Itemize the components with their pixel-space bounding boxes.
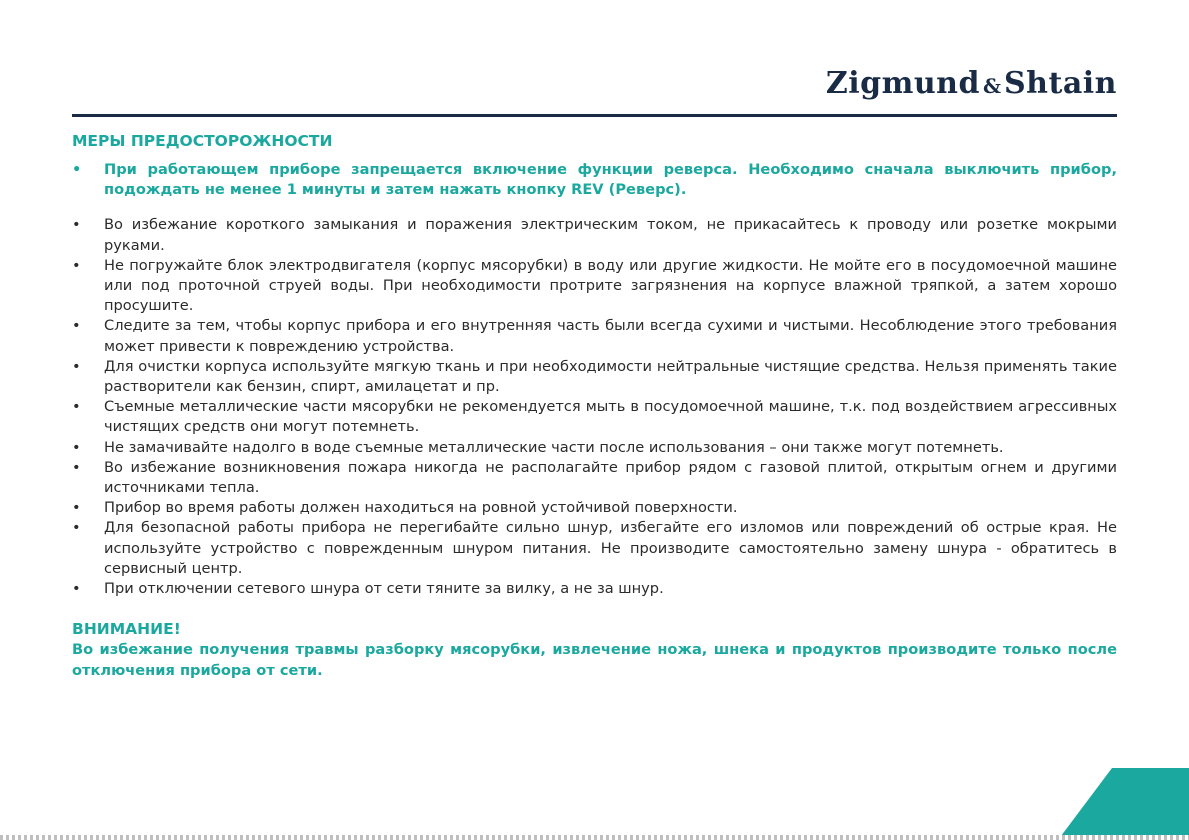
list-item-text: Съемные металлические части мясорубки не рекомендуется мыть в посудомоечной машине, т.к. под воздействием агрессивных чистящих средств они могут потемнеть.: [104, 398, 1117, 436]
bullet-icon: •: [72, 580, 81, 598]
list-item-text: Следите за тем, чтобы корпус прибора и его внутренняя часть были всегда сухими и чистыми. Несоблюдение этого требования может привести к повреждению устройства.: [104, 317, 1117, 355]
bullet-icon: •: [72, 216, 81, 234]
header-divider: [72, 114, 1117, 117]
bullet-icon: •: [72, 161, 82, 178]
list-item: [72, 215, 1117, 255]
rev-button-reference: REV (Реверс): [571, 181, 681, 199]
precautions-list: [72, 160, 1117, 599]
section-title: МЕРЫ ПРЕДОСТОРОЖНОСТИ: [72, 132, 333, 150]
attention-title: ВНИМАНИЕ!: [72, 620, 181, 639]
list-item-text: При отключении сетевого шнура от сети тяните за вилку, а не за шнур.: [104, 580, 664, 598]
list-item: [72, 397, 1117, 437]
list-item-text: Для безопасной работы прибора не перегибайте сильно шнур, избегайте его изломов или повреждений об острые края. Не используйте устройство с поврежденным шнуром питания. Не производите самостоятельно замену шнура - обратитесь в сервисный центр.: [104, 519, 1117, 577]
bullet-icon: •: [72, 438, 81, 456]
bullet-icon: •: [72, 499, 81, 517]
bullet-icon: •: [72, 357, 81, 375]
brand-logo: [826, 66, 1117, 101]
list-item: [72, 498, 1117, 518]
page-content: [72, 130, 1117, 681]
corner-triangle: [1058, 768, 1189, 840]
list-item: [72, 518, 1117, 579]
bullet-icon: •: [72, 317, 81, 335]
list-item: [72, 579, 1117, 599]
corner-decoration: [1058, 768, 1189, 840]
warning-text: При работающем приборе запрещается включение функции реверса. Необходимо сначала выключить прибор, подождать не менее 1 минуты и затем нажать кнопку: [104, 161, 1117, 199]
brand-ampersand: &: [982, 74, 1002, 98]
list-item: [72, 316, 1117, 356]
bullet-icon: •: [72, 398, 81, 416]
list-item-text: Прибор во время работы должен находиться на ровной устойчивой поверхности.: [104, 499, 738, 517]
list-item: [72, 438, 1117, 458]
bullet-icon: •: [72, 458, 81, 476]
list-item-text: Не замачивайте надолго в воде съемные металлические части после использования – они также могут потемнеть.: [104, 438, 1004, 456]
list-item: [72, 256, 1117, 317]
list-item-text: Во избежание возникновения пожара никогда не располагайте прибор рядом с газовой плитой, открытым огнем и другими источниками тепла.: [104, 458, 1117, 497]
list-item-text: Для очистки корпуса используйте мягкую ткань и при необходимости нейтральные чистящие средства. Нельзя применять такие растворители как бензин, спирт, амилацетат и пр.: [104, 357, 1117, 396]
page-bottom-edge: [0, 835, 1189, 840]
warning-end: .: [680, 181, 687, 199]
list-item-text: Во избежание короткого замыкания и поражения электрическим током, не прикасайтесь к проводу или розетке мокрыми руками.: [104, 216, 1117, 254]
list-item: [72, 458, 1117, 498]
bullet-icon: •: [72, 519, 81, 537]
bullet-icon: •: [72, 256, 81, 274]
brand-name-right: Shtain: [1004, 66, 1117, 101]
list-item-text: Не погружайте блок электродвигателя (корпус мясорубки) в воду или другие жидкости. Не мойте его в посудомоечной машине или под проточной струей воды. При необходимости протрите загрязнения на корпусе влажной тряпкой, а затем хорошо просушите.: [104, 256, 1117, 315]
list-item: [72, 357, 1117, 397]
list-item-warning: [72, 160, 1117, 200]
attention-text: Во избежание получения травмы разборку мясорубки, извлечение ножа, шнека и продуктов производите только после отключения прибора от сети.: [72, 641, 1117, 679]
brand-name-left: Zigmund: [825, 66, 980, 101]
